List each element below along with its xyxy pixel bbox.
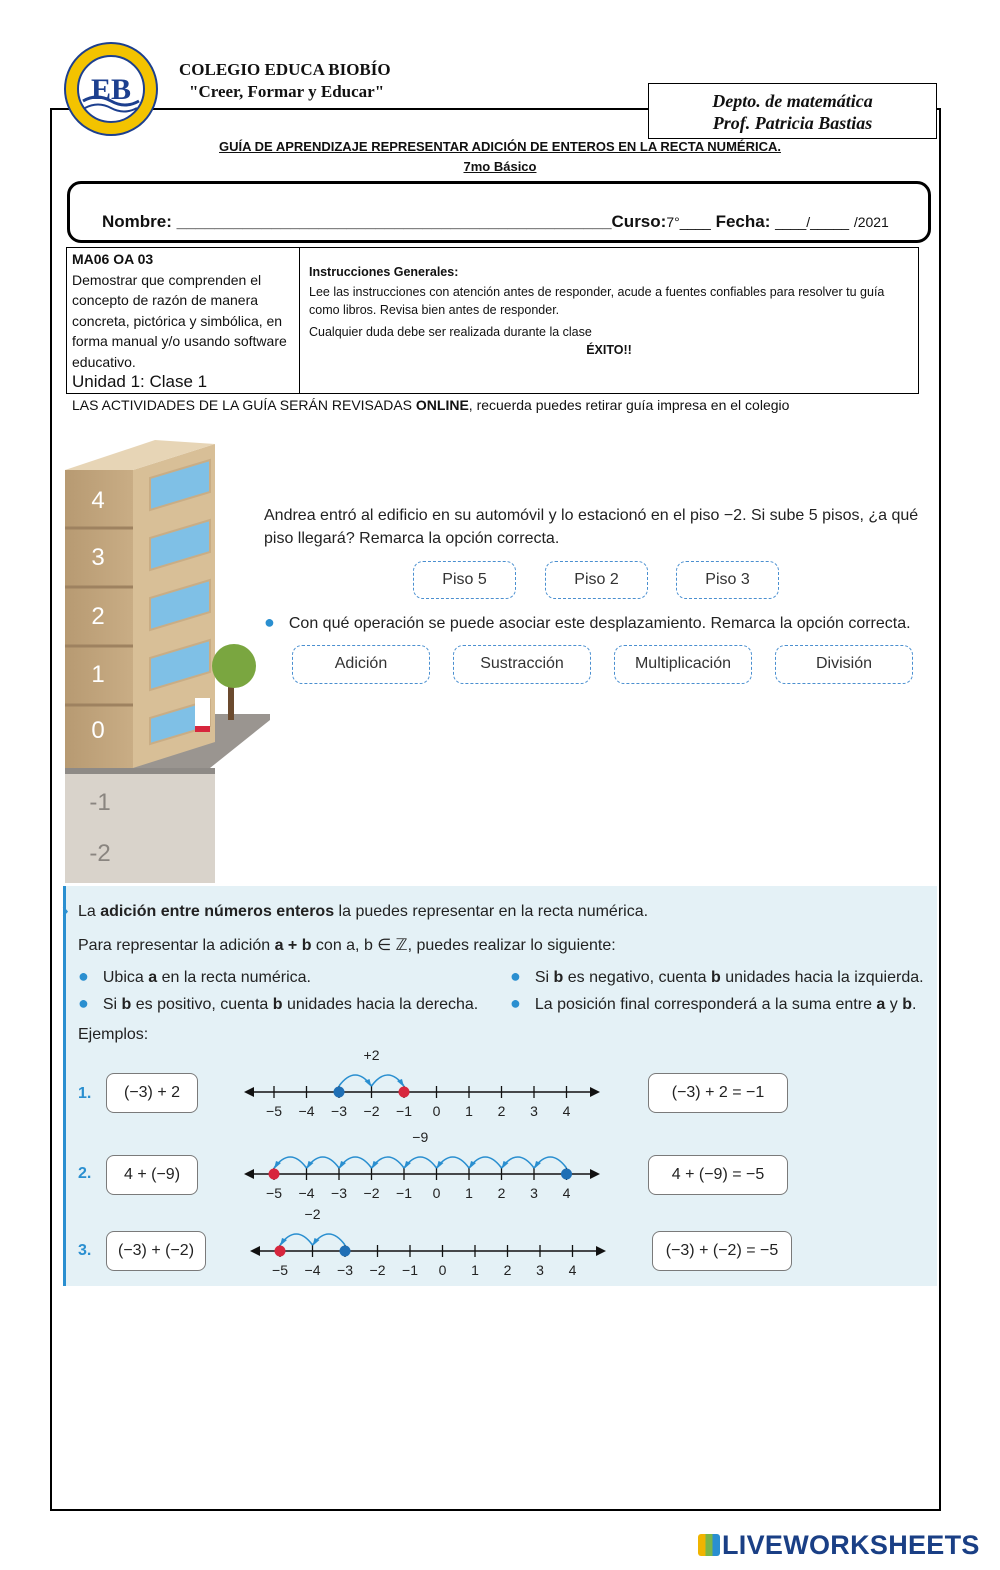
b4-c: . [911, 996, 917, 1013]
arrow-right-icon [596, 1246, 606, 1256]
info-line2-b: con a, b ∈ ℤ, puedes realizar lo siguiente: [311, 937, 616, 954]
example-1-expression: (−3) + 2 [106, 1073, 198, 1113]
b3-bold1: b [553, 969, 564, 986]
tick-label: 0 [432, 1185, 441, 1201]
course-label: Curso: [611, 212, 667, 231]
example-3-result: (−3) + (−2) = −5 [652, 1231, 792, 1271]
unit-label: Unidad 1: Clase 1 [72, 372, 208, 391]
b4-bold1: a [876, 996, 886, 1013]
option-division[interactable]: División [775, 645, 913, 684]
school-motto: "Creer, Formar y Educar" [189, 82, 385, 101]
arrow-left-icon [250, 1246, 260, 1256]
example-3-expression: (−3) + (−2) [106, 1231, 206, 1271]
guide-title: GUÍA DE APRENDIZAJE REPRESENTAR ADICIÓN DE ENTEROS EN LA RECTA NUMÉRICA. [219, 139, 781, 154]
info-line1 [78, 903, 648, 921]
bullet-icon: ● [78, 993, 89, 1013]
tick-label: 4 [568, 1262, 577, 1278]
examples-title: Ejemplos: [78, 1026, 149, 1043]
tick-label: 4 [562, 1185, 571, 1201]
info-line1-a: La [78, 903, 101, 920]
example-2-expression: 4 + (−9) [106, 1155, 198, 1195]
b2-c: unidades hacia la derecha. [282, 996, 479, 1013]
option-piso-2[interactable]: Piso 2 [545, 561, 648, 599]
jump-label: −9 [412, 1129, 429, 1145]
info-line2-bold: a + b [274, 937, 312, 954]
name-field[interactable]: Nombre: ______________________________________________ [102, 212, 612, 231]
tick-label: −2 [369, 1262, 386, 1278]
tick-label: −4 [304, 1262, 321, 1278]
tick-label: −5 [266, 1103, 282, 1119]
start-point [334, 1087, 345, 1098]
arrow-right-icon [590, 1087, 600, 1097]
student-info-line [102, 212, 889, 232]
brand-icon [698, 1534, 720, 1556]
activities-note [72, 397, 789, 413]
operation-prompt-text: Con qué operación se puede asociar este desplazamiento. Remarca la opción correcta. [288, 615, 911, 632]
guide-level: 7mo Básico [463, 159, 537, 174]
tick-label: 2 [503, 1262, 512, 1278]
b2-a: Si [102, 996, 122, 1013]
end-point [275, 1246, 286, 1257]
option-piso-5[interactable]: Piso 5 [413, 561, 516, 599]
objective-cell [72, 249, 294, 393]
floor-label-0: 0 [91, 717, 105, 744]
tick-label: −3 [331, 1103, 347, 1119]
bullet-icon: ● [264, 612, 275, 632]
brand-name: LIVEWORKSHEETS [722, 1530, 980, 1560]
course-field[interactable]: 7°____ [666, 214, 711, 230]
tick-label: 0 [438, 1262, 447, 1278]
b4-bold2: b [902, 996, 912, 1013]
floor-label-minus2: -2 [89, 840, 111, 867]
tick-label: 4 [562, 1103, 571, 1119]
operation-prompt [264, 612, 934, 633]
bullet-icon: ● [510, 966, 521, 986]
info-line2 [78, 935, 616, 955]
tick-label: −3 [331, 1185, 347, 1201]
tick-label: 1 [465, 1103, 473, 1119]
example-2-number: 2. [78, 1165, 92, 1182]
arrow-left-icon [244, 1087, 254, 1097]
year-label: /2021 [853, 214, 889, 230]
tick-label: −2 [363, 1103, 380, 1119]
info-bullet-2 [78, 993, 478, 1014]
instructions-title: Instrucciones Generales: [309, 265, 459, 279]
end-point [269, 1169, 280, 1180]
tick-label: 3 [536, 1262, 544, 1278]
school-name: COLEGIO EDUCA BIOBÍO [179, 60, 391, 79]
b2-b: es positivo, cuenta [131, 996, 273, 1013]
jump-label: +2 [363, 1047, 380, 1063]
b3-c: unidades hacia la izquierda. [720, 969, 924, 986]
b4-a: La posición final corresponderá a la suma entre [534, 996, 877, 1013]
objective-code: MA06 OA 03 [72, 251, 154, 267]
floor-label-4: 4 [91, 487, 105, 514]
option-adicion[interactable]: Adición [292, 645, 430, 684]
tick-label: 2 [497, 1103, 506, 1119]
date-field[interactable]: ____/_____ [775, 214, 850, 230]
tick-label: −1 [402, 1262, 418, 1278]
jump-label: −2 [304, 1206, 321, 1222]
building-illustration [60, 430, 280, 885]
arrow-right-icon [590, 1169, 600, 1179]
tick-label: 3 [530, 1185, 538, 1201]
info-line2-a: Para representar la adición [78, 937, 275, 954]
tick-label: −4 [298, 1103, 315, 1119]
start-point [340, 1246, 351, 1257]
note-text-bold: ONLINE [415, 397, 469, 413]
school-logo [63, 41, 159, 137]
logo-initials: EB [90, 73, 132, 106]
b4-b: y [885, 996, 903, 1013]
note-text-before: LAS ACTIVIDADES DE LA GUÍA SERÁN REVISADAS [72, 397, 416, 413]
tick-label: −2 [363, 1185, 380, 1201]
instructions-cell [309, 263, 909, 359]
b1-b: en la recta numérica. [157, 969, 311, 986]
example-1-number: 1. [78, 1085, 92, 1102]
option-multiplicacion[interactable]: Multiplicación [614, 645, 752, 684]
teacher-name: Prof. Patricia Bastias [712, 113, 873, 133]
example-3-number-line [246, 1199, 616, 1281]
b3-a: Si [534, 969, 554, 986]
info-bullet-3 [510, 966, 924, 987]
department-name: Depto. de matemática [712, 91, 873, 111]
instructions-closing: ÉXITO!! [586, 343, 632, 357]
example-2-number-line [240, 1122, 610, 1204]
b3-bold2: b [710, 969, 721, 986]
b1-bold: a [148, 969, 158, 986]
objective-divider [299, 247, 300, 394]
info-line1-b: la puedes representar en la recta numérica. [334, 903, 649, 920]
b1-a: Ubica [102, 969, 149, 986]
example-2-result: 4 + (−9) = −5 [648, 1155, 788, 1195]
info-line1-bold: adición entre números enteros [100, 903, 335, 920]
tick-label: −1 [396, 1103, 412, 1119]
tick-label: −5 [272, 1262, 288, 1278]
floor-label-2: 2 [91, 603, 105, 630]
bullet-icon: ● [78, 966, 89, 986]
tick-label: −4 [298, 1185, 315, 1201]
b2-bold2: b [272, 996, 283, 1013]
tick-label: 1 [471, 1262, 479, 1278]
question-text: Andrea entró al edificio en su automóvil y lo estacionó en el piso −2. Si sube 5 pisos, ¿a qué piso llegará? Remarca la opción correcta. [264, 507, 919, 547]
tick-label: 1 [465, 1185, 473, 1201]
floor-label-3: 3 [91, 544, 105, 571]
arrow-left-icon [244, 1169, 254, 1179]
end-point [399, 1087, 410, 1098]
info-bullet-4 [510, 993, 916, 1014]
date-label: Fecha: [715, 212, 771, 231]
info-panel-accent [63, 886, 66, 1286]
b3-b: es negativo, cuenta [563, 969, 711, 986]
chevron-right-icon: › [62, 900, 69, 922]
liveworksheets-logo [698, 1530, 980, 1561]
note-text-after: , recuerda puedes retirar guía impresa en el colegio [468, 397, 790, 413]
floor-label-minus1: -1 [89, 789, 111, 816]
option-piso-3[interactable]: Piso 3 [676, 561, 779, 599]
b2-bold1: b [121, 996, 132, 1013]
tick-label: 0 [432, 1103, 441, 1119]
instructions-line2: Cualquier duda debe ser realizada durante la clase [309, 325, 592, 339]
info-bullet-1 [78, 966, 311, 987]
example-3-number: 3. [78, 1242, 92, 1259]
example-1-result: (−3) + 2 = −1 [648, 1073, 788, 1113]
bullet-icon: ● [510, 993, 521, 1013]
example-1-number-line [240, 1040, 610, 1122]
objective-text: Demostrar que comprenden el concepto de razón de manera concreta, pictórica y simbólica, en forma manual y/o usando software educativo. [72, 271, 287, 370]
tree-icon [212, 644, 256, 688]
start-point [561, 1169, 572, 1180]
instructions-line1: Lee las instrucciones con atención antes de responder, acude a fuentes confiables para resolver tu guía como libros. Revisa bien antes de responder. [309, 285, 885, 317]
option-sustraccion[interactable]: Sustracción [453, 645, 591, 684]
tick-label: −3 [337, 1262, 353, 1278]
department-box [648, 83, 937, 139]
tick-label: 2 [497, 1185, 506, 1201]
tick-label: −5 [266, 1185, 282, 1201]
tick-label: 3 [530, 1103, 538, 1119]
floor-label-1: 1 [91, 661, 105, 688]
tick-label: −1 [396, 1185, 412, 1201]
